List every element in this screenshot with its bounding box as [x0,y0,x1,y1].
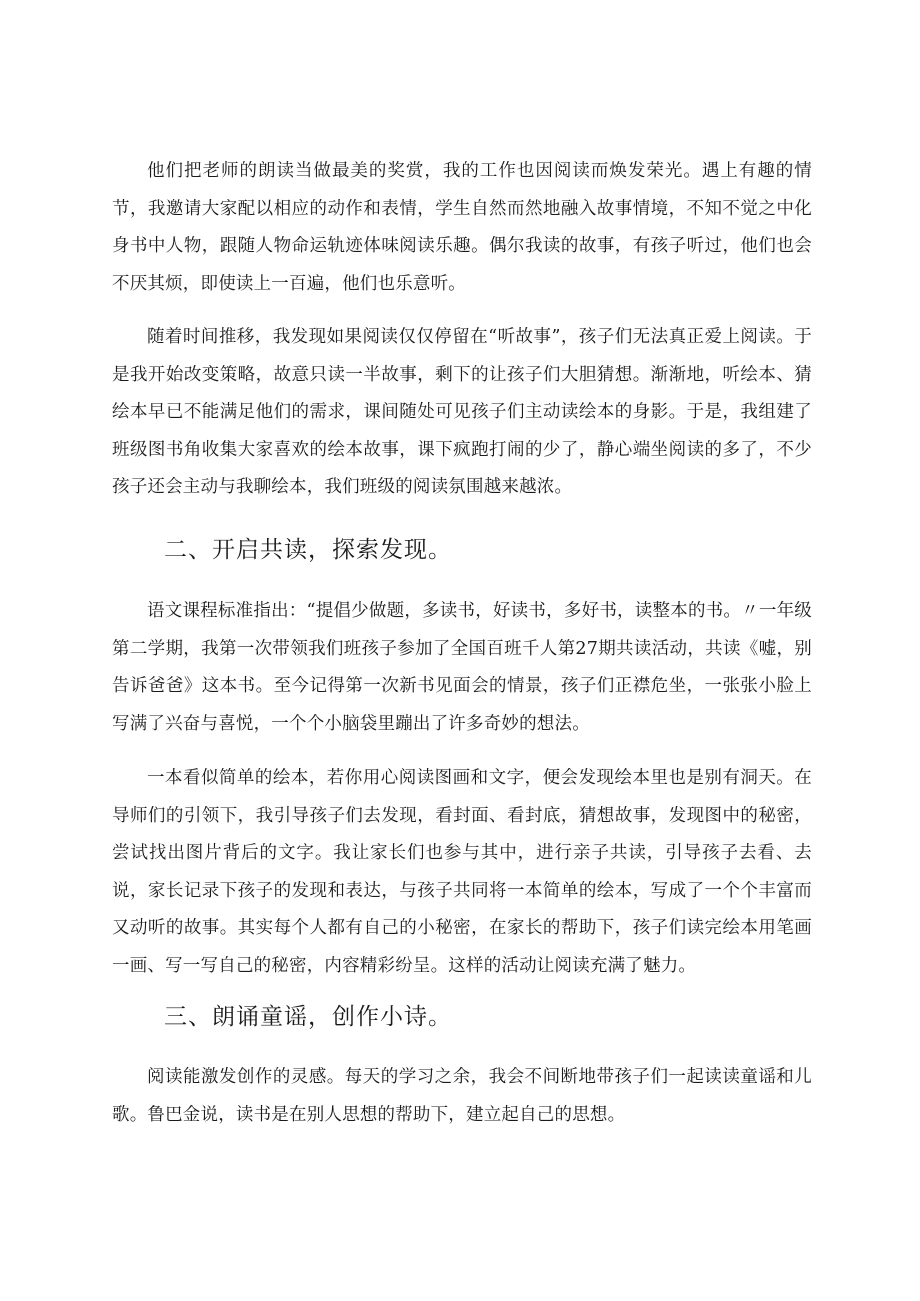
section-heading: 二、开启共读，探索发现。 [164,537,452,563]
body-paragraph: 阅读能激发创作的灵感。每天的学习之余，我会不间断地带孩子们一起读读童谣和儿歌。鲁巴金说，读书是在别人思想的帮助下，建立起自己的思想。 [112,1067,812,1125]
section-heading: 三、朗诵童谣，创作小诗。 [164,1004,452,1030]
body-paragraph: 随着时间推移，我发现如果阅读仅仅停留在“听故事”，孩子们无法真正爱上阅读。于是我开始改变策略，故意只读一半故事，剩下的让孩子们大胆猜想。渐渐地，听绘本、猜绘本早已不能满足他们的需求，课间随处可见孩子们主动读绘本的身影。于是，我组建了班级图书角收集大家喜欢的绘本故事，课下疯跑打闹的少了，静心端坐阅读的多了，不少孩子还会主动与我聊绘本，我们班级的阅读氛围越来越浓。 [112,327,812,497]
body-paragraph: 语文课程标准指出：“提倡少做题，多读书，好读书，多好书，读整本的书。〃一年级第二学期，我第一次带领我们班孩子参加了全国百班千人第27期共读活动，共读《嘘，别告诉爸爸》这本书。至今记得第一次新书见面会的情景，孩子们正襟危坐，一张张小脸上写满了兴奋与喜悦，一个个小脑袋里蹦出了许多奇妙的想法。 [112,601,812,734]
body-paragraph: 一本看似简单的绘本，若你用心阅读图画和文字，便会发现绘本里也是别有洞天。在导师们的引领下，我引导孩子们去发现，看封面、看封底，猜想故事，发现图中的秘密，尝试找出图片背后的文字。我让家长们也参与其中，进行亲子共读，引导孩子去看、去说，家长记录下孩子的发现和表达，与孩子共同将一本简单的绘本，写成了一个个丰富而又动听的故事。其实每个人都有自己的小秘密，在家长的帮助下，孩子们读完绘本用笔画一画、写一写自己的秘密，内容精彩纷呈。这样的活动让阅读充满了魅力。 [112,768,812,976]
body-paragraph: 他们把老师的朗读当做最美的奖赏，我的工作也因阅读而焕发荣光。遇上有趣的情节，我邀请大家配以相应的动作和表情，学生自然而然地融入故事情境，不知不觉之中化身书中人物，跟随人物命运轨迹体味阅读乐趣。偶尔我读的故事，有孩子听过，他们也会不厌其烦，即使读上一百遍，他们也乐意听。 [112,161,812,294]
